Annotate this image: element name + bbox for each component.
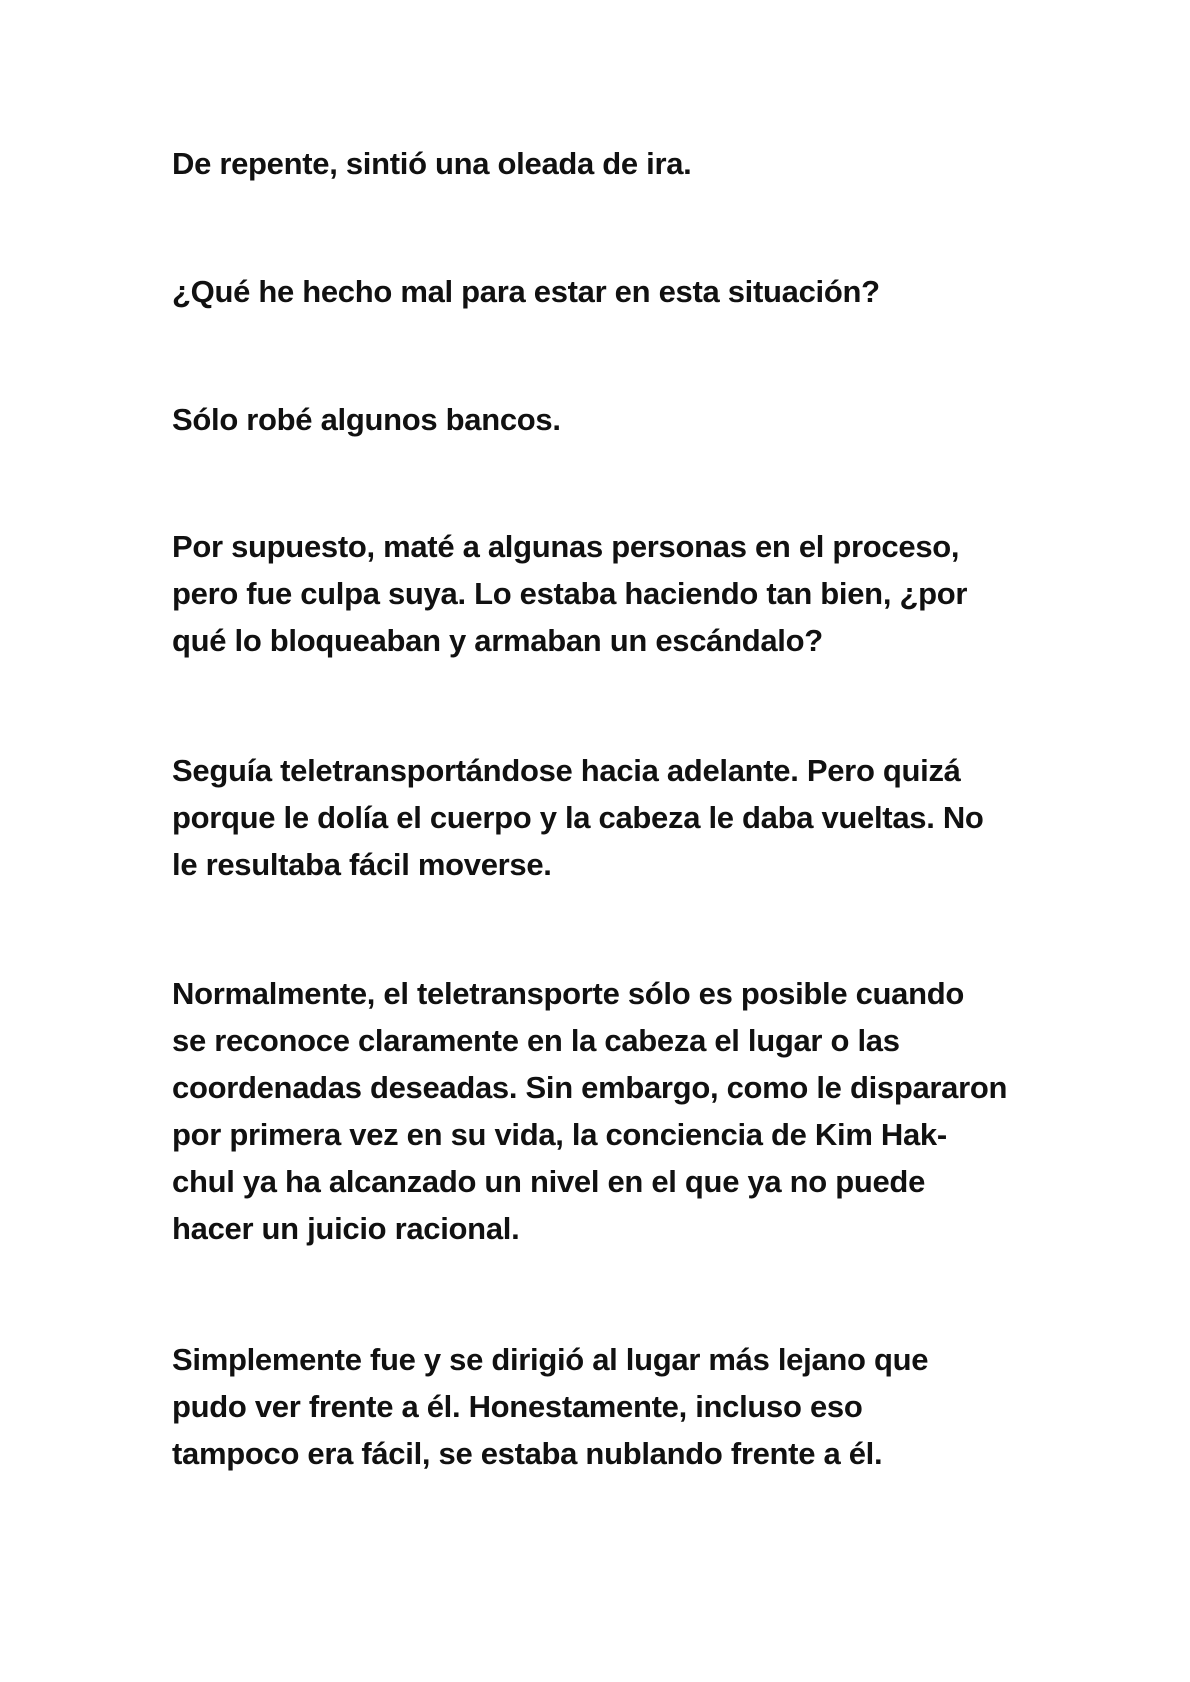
text-line: Normalmente, el teletransporte sólo es posible cuando bbox=[172, 976, 965, 1011]
text-line: qué lo bloqueaban y armaban un escándalo? bbox=[172, 623, 823, 658]
text-line: Seguía teletransportándose hacia adelante. Pero quizá bbox=[172, 753, 961, 788]
text-line: pero fue culpa suya. Lo estaba haciendo tan bien, ¿por bbox=[172, 576, 968, 611]
paragraph-6 bbox=[172, 970, 1052, 1252]
text-line: pudo ver frente a él. Honestamente, incluso eso bbox=[172, 1389, 863, 1424]
paragraph-4 bbox=[172, 523, 1052, 664]
text-line: se reconoce claramente en la cabeza el lugar o las bbox=[172, 1023, 900, 1058]
text-line: hacer un juicio racional. bbox=[172, 1211, 520, 1246]
paragraph-1 bbox=[172, 140, 1052, 187]
paragraph-7 bbox=[172, 1336, 1052, 1477]
paragraph-3 bbox=[172, 396, 1052, 443]
text-line: le resultaba fácil moverse. bbox=[172, 847, 552, 882]
text-line: Simplemente fue y se dirigió al lugar más lejano que bbox=[172, 1342, 929, 1377]
text-line: ¿Qué he hecho mal para estar en esta situación? bbox=[172, 274, 880, 309]
text-line: De repente, sintió una oleada de ira. bbox=[172, 146, 692, 181]
text-line: por primera vez en su vida, la conciencia de Kim Hak- bbox=[172, 1117, 947, 1152]
text-line: chul ya ha alcanzado un nivel en el que ya no puede bbox=[172, 1164, 926, 1199]
text-line: Sólo robé algunos bancos. bbox=[172, 402, 561, 437]
text-line: coordenadas deseadas. Sin embargo, como le dispararon bbox=[172, 1070, 1008, 1105]
paragraph-5 bbox=[172, 747, 1052, 888]
paragraph-2 bbox=[172, 268, 1052, 315]
text-line: porque le dolía el cuerpo y la cabeza le daba vueltas. No bbox=[172, 800, 984, 835]
text-line: Por supuesto, maté a algunas personas en el proceso, bbox=[172, 529, 960, 564]
text-line: tampoco era fácil, se estaba nublando frente a él. bbox=[172, 1436, 883, 1471]
